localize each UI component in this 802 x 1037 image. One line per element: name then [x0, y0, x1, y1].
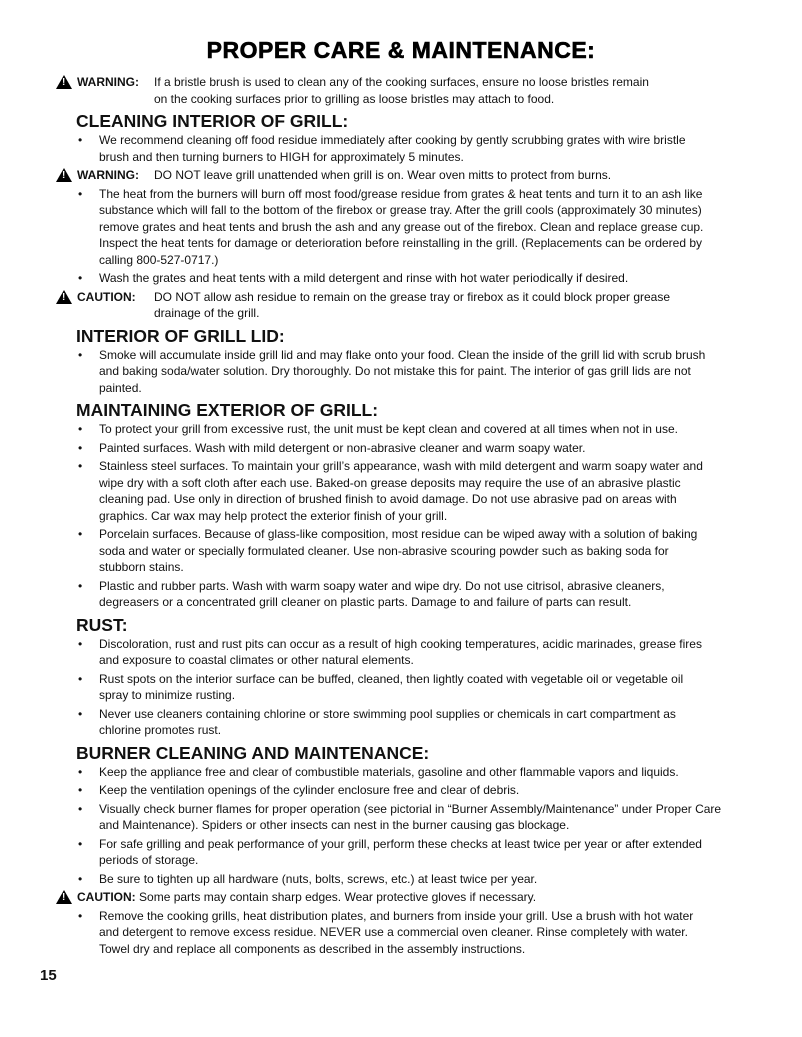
bullet-marker: • [78, 783, 83, 797]
list-item-text-line: and baking soda/water solution. Dry thoroughly. Do not mistake this for paint. The interior of gas grill lids are not [99, 364, 691, 378]
list-item-text-line: Visually check burner flames for proper operation (see pictorial in “Burner Assembly/Maintenance” under Proper Care [99, 801, 722, 816]
bullet-marker: • [78, 706, 83, 721]
notice-text-line: drainage of the grill. [154, 306, 260, 320]
list-item-text-line: Never use cleaners containing chlorine or store swimming pool supplies or chemicals in cart compartment as [99, 706, 676, 721]
list-item-text-line: and Maintenance). Spiders or other insects can nest in the burner causing gas blockage. [99, 818, 570, 832]
bullet-marker: • [78, 908, 83, 923]
page-title: PROPER CARE & MAINTENANCE: [206, 37, 596, 63]
list-item-text-line: Stainless steel surfaces. To maintain your grill’s appearance, wash with mild detergent and warm soapy water and [99, 459, 703, 473]
list-item-text-line: Inspect the heat tents for damage or deterioration before reinstalling in the grill. (Replacements can be ordered by [99, 236, 703, 250]
bullet-marker: • [78, 186, 83, 201]
list-item-text-line: and exposure to coastal climates or other natural elements. [99, 653, 414, 667]
section-heading: INTERIOR OF GRILL LID: [76, 325, 285, 346]
document-body [0, 74, 802, 959]
list-item [0, 908, 802, 958]
warning-notice [0, 167, 802, 184]
caution-notice [0, 289, 802, 322]
list-item [0, 421, 802, 438]
list-item-text-line: Painted surfaces. Wash with mild detergent or non-abrasive cleaner and warm soapy water. [99, 440, 586, 455]
notice-text-line: on the cooking surfaces prior to grilling as loose bristles may attach to food. [154, 91, 555, 106]
section-heading: RUST: [76, 614, 128, 635]
list-item [0, 578, 802, 611]
notice-label: CAUTION: [77, 890, 136, 904]
list-item-text-line: stubborn stains. [99, 560, 184, 574]
list-item-text-line: Keep the ventilation openings of the cylinder enclosure free and clear of debris. [99, 783, 520, 797]
bullet-marker: • [78, 440, 83, 455]
list-item [0, 458, 802, 524]
list-item [0, 526, 802, 576]
list-item-text-line: soda and water or specially formulated cleaner. Use non-abrasive scouring powder such as baking soda for [99, 543, 669, 558]
list-item-text-line: For safe grilling and peak performance of your grill, perform these checks at least twice per year or after extended [99, 836, 702, 851]
list-item-text-line: wipe dry with a soft cloth after each use. Baked-on grease deposits may require the use of an abrasive plastic [99, 475, 681, 490]
bullet-marker: • [78, 671, 83, 686]
list-item [0, 636, 802, 669]
bullet-marker: • [78, 347, 83, 362]
list-item-text-line: periods of storage. [99, 853, 199, 867]
list-item [0, 347, 802, 397]
warning-triangle-icon [56, 75, 72, 89]
notice-label: CAUTION: [77, 289, 136, 304]
caution-notice [0, 889, 802, 906]
page-number: 15 [40, 967, 57, 984]
bullet-marker: • [78, 578, 83, 593]
section-heading: MAINTAINING EXTERIOR OF GRILL: [76, 400, 379, 420]
list-item-text-line: Smoke will accumulate inside grill lid and may flake onto your food. Clean the inside of the grill lid with scrub brush [99, 347, 706, 362]
bullet-marker: • [78, 801, 83, 816]
list-item-text-line: Towel dry and replace all components as described in the assembly instructions. [99, 941, 526, 956]
section-heading: BURNER CLEANING AND MAINTENANCE: [76, 742, 430, 763]
list-item-text-line: degreasers or a concentrated grill cleaner on plastic parts. Damage to and failure of parts can result. [99, 595, 632, 609]
list-item-text-line: calling 800-527-0717.) [99, 252, 219, 267]
list-item-text-line: Be sure to tighten up all hardware (nuts, bolts, screws, etc.) at least twice per year. [99, 871, 538, 886]
list-item-text-line: Remove the cooking grills, heat distribution plates, and burners from inside your grill. Use a brush with hot water [99, 908, 694, 923]
list-item-text-line: substance which will fall to the bottom of the firebox or grease tray. After the grill cools (approximately 30 minutes) [99, 203, 702, 217]
list-item-text-line: The heat from the burners will burn off most food/grease residue from grates & heat tents and turn it to an ash like [99, 186, 703, 201]
list-item-text-line: Porcelain surfaces. Because of glass-like composition, most residue can be wiped away with a solution of baking [99, 527, 698, 541]
list-item [0, 132, 802, 165]
bullet-marker: • [78, 422, 83, 436]
list-item [0, 801, 802, 834]
list-item-text-line: Rust spots on the interior surface can be buffed, cleaned, then lightly coated with vegetable oil or vegetable oil [99, 671, 684, 686]
list-item-text-line: Discoloration, rust and rust pits can occur as a result of high cooking temperatures, acidic marinades, grease fires [99, 636, 702, 651]
list-item-text-line: graphics. Car wax may help protect the exterior finish of your grill. [99, 508, 448, 523]
list-item [0, 671, 802, 704]
notice-text: Some parts may contain sharp edges. Wear protective gloves if necessary. [139, 890, 537, 904]
list-item-text-line: spray to minimize rusting. [99, 688, 236, 702]
bullet-marker: • [78, 636, 83, 651]
bullet-marker: • [78, 459, 83, 473]
notice-text-line: DO NOT leave grill unattended when grill is on. Wear oven mitts to protect from burns. [154, 168, 612, 182]
bullet-marker: • [78, 271, 83, 285]
list-item-text-line: chlorine promotes rust. [99, 723, 222, 737]
list-item-text-line: remove grates and heat tents and brush the ash and any grease out of the firebox. Clean and replace grease cup. [99, 219, 704, 234]
list-item [0, 440, 802, 457]
notice-label: WARNING: [77, 75, 139, 89]
list-item-text-line: Wash the grates and heat tents with a mild detergent and rinse with hot water periodically if desired. [99, 271, 629, 285]
list-item-text-line: painted. [99, 380, 142, 395]
list-item-text-line: and detergent to remove excess residue. NEVER use a commercial oven cleaner. Rinse completely with water. [99, 925, 688, 939]
bullet-marker: • [78, 764, 83, 779]
bullet-marker: • [78, 133, 83, 147]
notice-text-line [0, 889, 802, 906]
notice-text-line: DO NOT allow ash residue to remain on the grease tray or firebox as it could block proper grease [154, 289, 671, 304]
list-item [0, 270, 802, 287]
list-item [0, 782, 802, 799]
notice-text-line: If a bristle brush is used to clean any of the cooking surfaces, ensure no loose bristles remain [154, 75, 649, 89]
notice-label: WARNING: [77, 168, 139, 182]
warning-triangle-icon [56, 168, 72, 182]
warning-triangle-icon [56, 890, 72, 904]
list-item-text-line: To protect your grill from excessive rust, the unit must be kept clean and covered at all times when not in use. [99, 422, 678, 436]
list-item-text-line: cleaning pad. Use only in direction of brushed finish to avoid damage. Do not use abrasive pad on areas with [99, 492, 677, 506]
bullet-marker: • [78, 836, 83, 851]
list-item [0, 186, 802, 269]
warning-notice [0, 74, 802, 107]
list-item-text-line: brush and then turning burners to HIGH for approximately 5 minutes. [99, 149, 464, 164]
list-item-text-line: Keep the appliance free and clear of combustible materials, gasoline and other flammable vapors and liquids. [99, 764, 679, 779]
list-item-text-line: Plastic and rubber parts. Wash with warm soapy water and wipe dry. Do not use citrisol, abrasive cleaners, [99, 578, 665, 593]
warning-triangle-icon [56, 290, 72, 304]
list-item [0, 764, 802, 781]
list-item [0, 836, 802, 869]
bullet-marker: • [78, 871, 83, 886]
bullet-marker: • [78, 527, 83, 541]
section-heading: CLEANING INTERIOR OF GRILL: [76, 111, 349, 131]
list-item [0, 706, 802, 739]
list-item-text-line: We recommend cleaning off food residue immediately after cooking by gently scrubbing grates with wire bristle [99, 133, 686, 147]
list-item [0, 871, 802, 888]
